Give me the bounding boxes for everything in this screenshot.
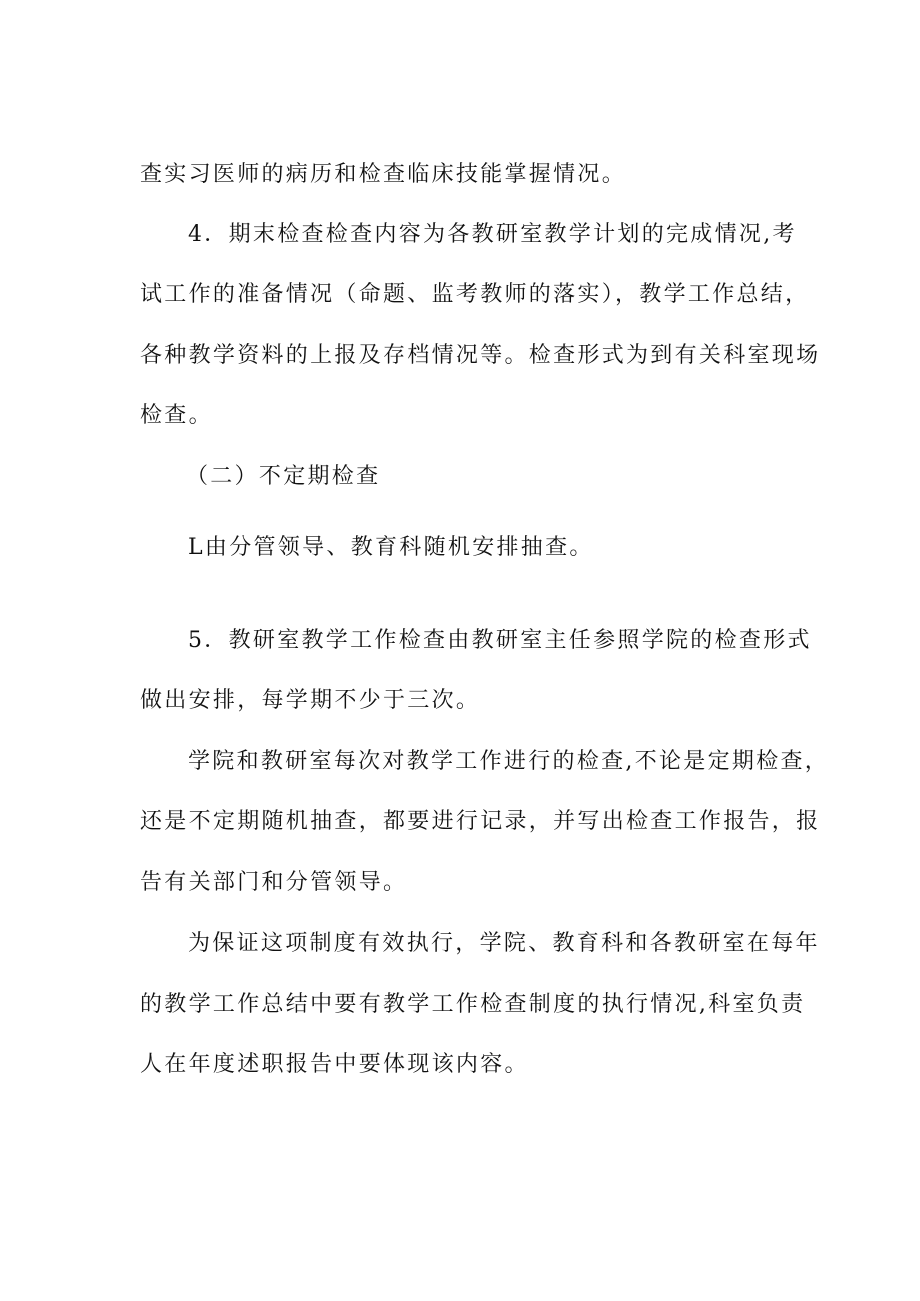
section-heading: （二）不定期检查	[186, 464, 381, 489]
paragraph-line: 做出安排，每学期不少于三次。	[140, 688, 481, 713]
paragraph-line: 4．期末检查检查内容为各教研室教学计划的完成情况,考	[188, 222, 797, 247]
paragraph-line: 检查。	[140, 403, 213, 428]
paragraph-line: 5．教研室教学工作检查由教研室主任参照学院的检查形式	[188, 628, 812, 653]
paragraph-line: 学院和教研室每次对教学工作进行的检查,不论是定期检查，	[188, 749, 830, 774]
paragraph-line: 查实习医师的病历和检查临床技能掌握情况。	[140, 162, 627, 187]
paragraph-line: 的教学工作总结中要有教学工作检查制度的执行情况,科室负责	[140, 992, 806, 1017]
paragraph-line: 为保证这项制度有效执行，学院、教育科和各教研室在每年	[188, 931, 820, 956]
paragraph-line: 告有关部门和分管领导。	[140, 870, 408, 895]
paragraph-line: 人在年度述职报告中要体现该内容。	[140, 1052, 529, 1077]
paragraph-line: L由分管领导、教育科随机安排抽查。	[188, 535, 594, 560]
paragraph-line: 试工作的准备情况（命题、监考教师的落实），教学工作总结，	[140, 282, 810, 307]
paragraph-line: 还是不定期随机抽查，都要进行记录，并写出检查工作报告，报	[140, 809, 821, 834]
paragraph-line: 各种教学资料的上报及存档情况等。检查形式为到有关科室现场	[140, 343, 821, 368]
